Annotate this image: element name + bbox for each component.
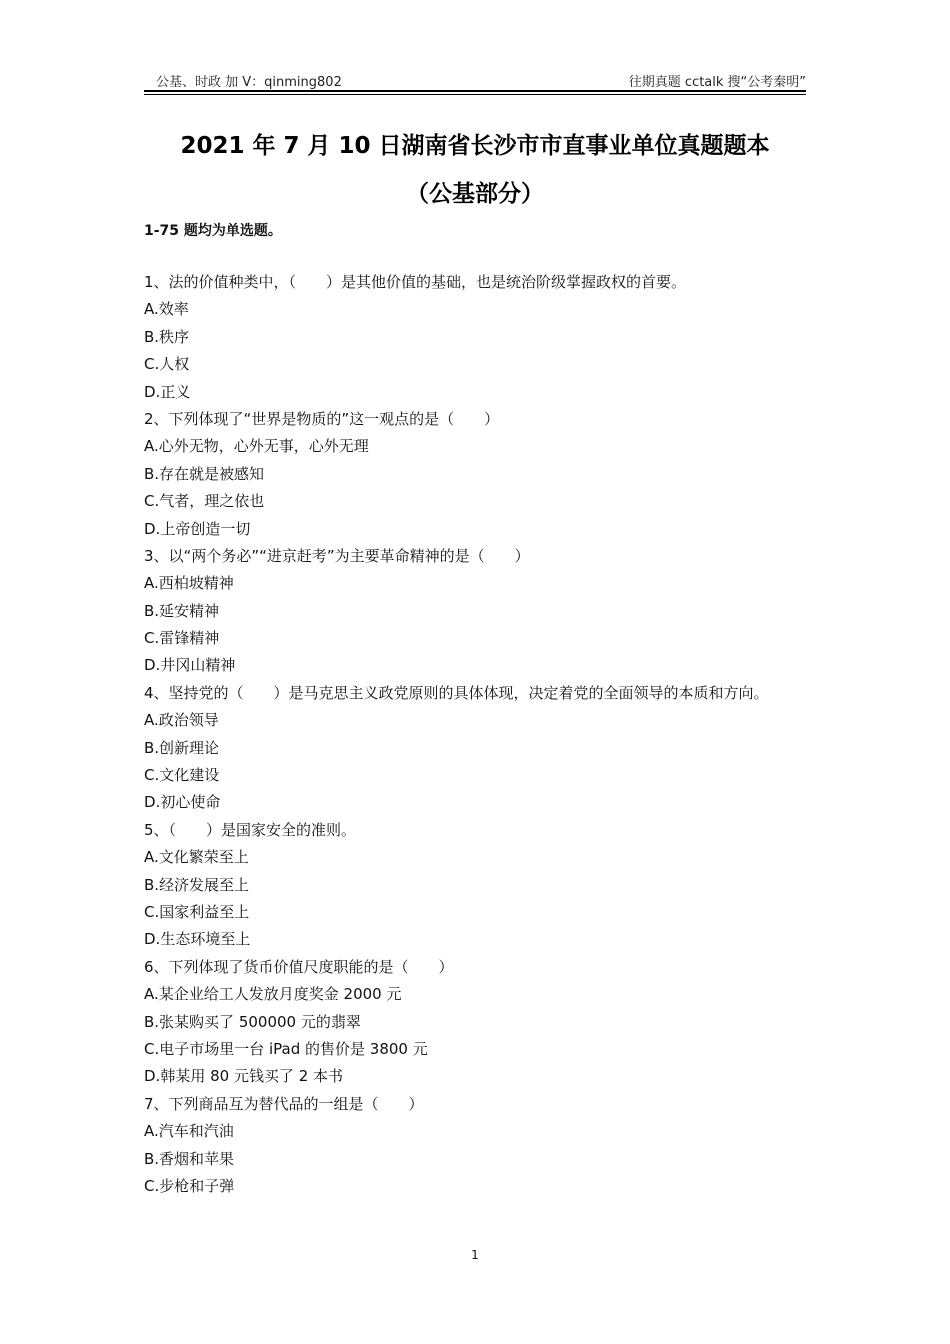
question-stem: 1、法的价值种类中，（ ）是其他价值的基础，也是统治阶级掌握政权的首要。 [144,273,687,291]
option-c: C.人权 [144,355,190,374]
document-subtitle: （公基部分） [406,181,544,207]
option-a: A.文化繁荣至上 [144,848,249,867]
option-c: C.气者，理之依也 [144,492,265,511]
instruction-text: 1-75 题均为单选题。 [144,223,282,239]
option-a: A.政治领导 [144,711,219,730]
option-c: C.雷锋精神 [144,629,220,648]
header-rule-thick [144,90,806,92]
header-right-text: 往期真题 cctalk 搜“公考秦明” [628,75,806,90]
header-rule-thin [144,94,806,95]
option-b: B.延安精神 [144,601,220,620]
question-stem: 3、以“两个务必”“进京赶考”为主要革命精神的是（ ） [144,546,530,565]
document-title: 2021 年 7 月 10 日湖南省长沙市市直事业单位真题题本 [180,133,770,159]
question-stem: 2、下列体现了“世界是物质的”这一观点的是（ ） [144,409,500,428]
question-stem: 5、（ ）是国家安全的准则。 [144,820,357,839]
question-stem: 6、下列体现了货币价值尺度职能的是（ ） [144,957,454,976]
option-d: D.韩某用 80 元钱买了 2 本书 [144,1067,344,1086]
option-d: D.井冈山精神 [144,656,236,675]
question-6 [144,954,808,1091]
question-1 [144,269,808,406]
option-a: A.西柏坡精神 [144,574,234,593]
option-b: B.创新理论 [144,738,220,757]
option-c: C.步枪和子弹 [144,1176,235,1195]
page-header [144,68,806,90]
option-a: A.汽车和汽油 [144,1122,234,1141]
option-c: C.文化建设 [144,766,220,785]
option-b: B.香烟和苹果 [144,1149,235,1168]
question-4 [144,680,808,817]
option-c: C.电子市场里一台 iPad 的售价是 3800 元 [144,1039,428,1058]
question-stem: 4、坚持党的（ ）是马克思主义政党原则的具体体现，决定着党的全面领导的本质和方向。 [144,683,769,702]
page-number: 1 [471,1248,479,1262]
option-b: B.张某购买了 500000 元的翡翠 [144,1012,361,1031]
option-a: A.心外无物，心外无事，心外无理 [144,437,369,456]
header-left-text: 公基、时政 加 V：qinming802 [156,75,342,90]
option-b: B.经济发展至上 [144,875,250,894]
question-5 [144,817,808,954]
question-stem: 7、下列商品互为替代品的一组是（ ） [144,1094,424,1113]
question-7 [144,1091,808,1201]
option-d: D.上帝创造一切 [144,519,251,538]
option-d: D.初心使命 [144,793,221,812]
question-list [144,269,808,1200]
option-a: A.某企业给工人发放月度奖金 2000 元 [144,985,402,1004]
option-c: C.国家利益至上 [144,903,250,921]
option-b: B.存在就是被感知 [144,464,265,483]
option-a: A.效率 [144,300,189,319]
question-2 [144,406,808,543]
option-d: D.生态环境至上 [144,930,251,949]
option-d: D.正义 [144,382,191,401]
question-3 [144,543,808,680]
option-b: B.秩序 [144,327,190,346]
